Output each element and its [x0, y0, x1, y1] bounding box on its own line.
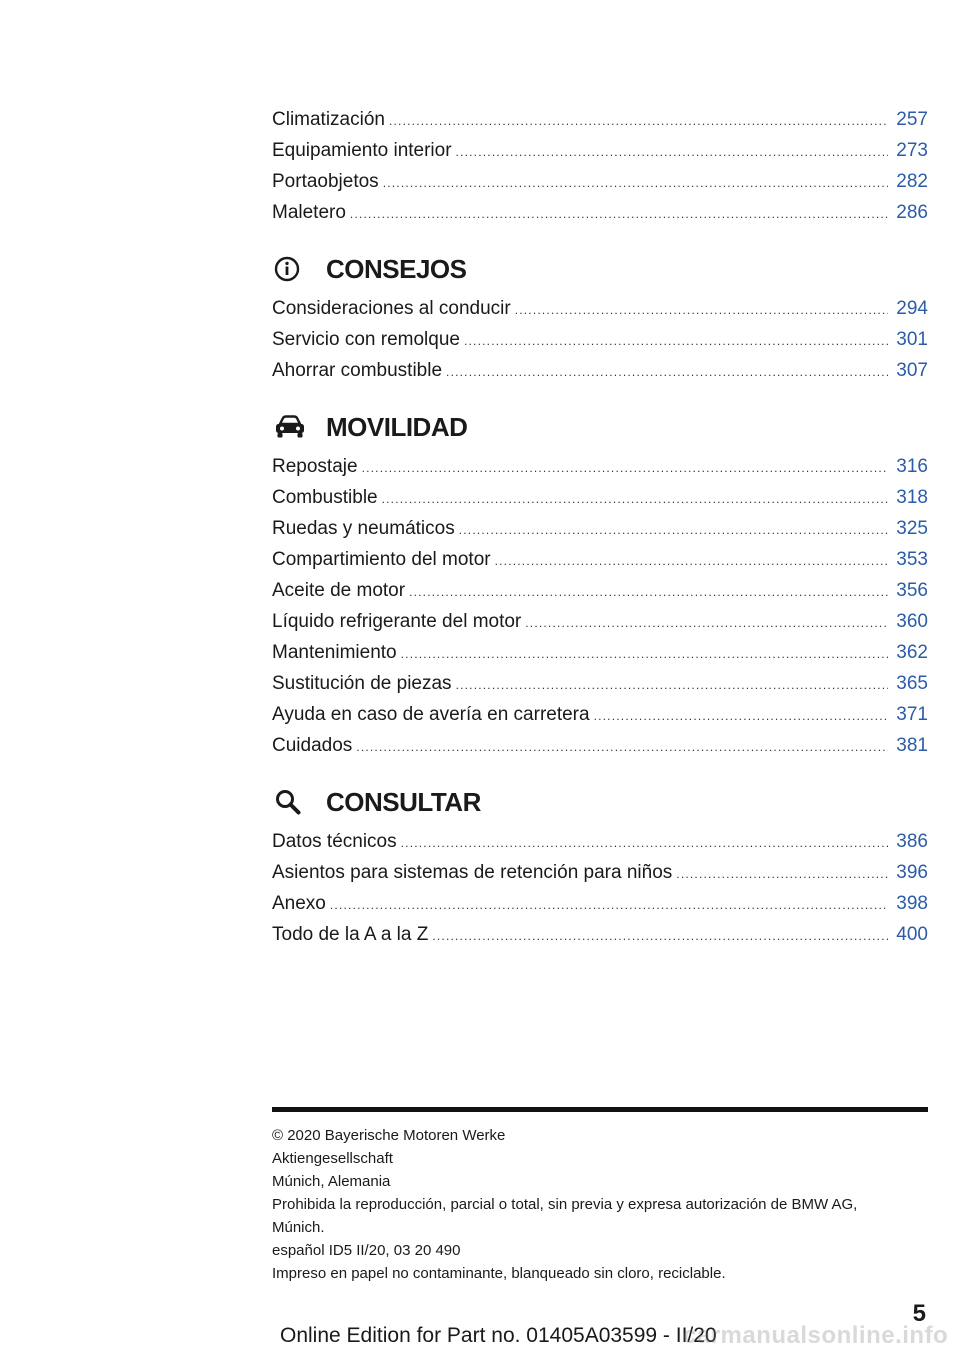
- toc-entry-label: Portaobjetos: [272, 171, 379, 192]
- toc-entry-label: Sustitución de piezas: [272, 673, 452, 694]
- dot-leader: [464, 326, 888, 357]
- toc-page-link[interactable]: 381: [896, 735, 928, 756]
- toc-entry-datos-tecnicos[interactable]: [272, 826, 928, 857]
- toc-entry-label: Cuidados: [272, 735, 353, 756]
- toc-page-link[interactable]: 398: [896, 893, 928, 914]
- dot-leader: [330, 890, 888, 921]
- toc-entry-ahorrar-combustible[interactable]: [272, 355, 928, 386]
- dot-leader: [356, 732, 888, 763]
- toc-page-link[interactable]: 396: [896, 862, 928, 883]
- toc-entry-label: Repostaje: [272, 456, 358, 477]
- toc-entry-ayuda-averia[interactable]: [272, 699, 928, 730]
- imprint-rights: Prohibida la reproducción, parcial o total, sin previa y expresa autorización de BMW AG, Múnich.: [272, 1196, 858, 1236]
- toc-page-link[interactable]: 273: [896, 140, 928, 161]
- dot-leader: [446, 357, 888, 388]
- online-edition-footer: Online Edition for Part no. 01405A03599 - II/20: [280, 1324, 717, 1347]
- car-front-icon: [274, 412, 314, 442]
- toc-entry-anexo[interactable]: [272, 888, 928, 919]
- toc-entry-label: Maletero: [272, 202, 346, 223]
- toc-page-link[interactable]: 307: [896, 360, 928, 381]
- section-title: MOVILIDAD: [326, 411, 468, 442]
- toc-page-link[interactable]: 316: [896, 456, 928, 477]
- section-header-consultar: [272, 783, 928, 821]
- dot-leader: [389, 106, 888, 137]
- toc-page-link[interactable]: 386: [896, 831, 928, 852]
- toc-page-link[interactable]: 400: [896, 924, 928, 945]
- toc-page-link[interactable]: 294: [896, 298, 928, 319]
- imprint-location: Múnich, Alemania: [272, 1173, 391, 1190]
- toc-entry-compartimiento-motor[interactable]: [272, 544, 928, 575]
- dot-leader: [362, 453, 888, 484]
- watermark: carmanualsonline.info: [683, 1322, 949, 1349]
- section-header-movilidad: [272, 408, 928, 446]
- toc-entry-label: Anexo: [272, 893, 326, 914]
- toc-entry-label: Ruedas y neumáticos: [272, 518, 455, 539]
- imprint-block: [272, 1124, 912, 1285]
- dot-leader: [456, 137, 888, 168]
- imprint-company: Aktiengesellschaft: [272, 1150, 393, 1167]
- toc-page-link[interactable]: 325: [896, 518, 928, 539]
- toc-entry-cuidados[interactable]: [272, 730, 928, 761]
- imprint-divider: [272, 1107, 928, 1112]
- dot-leader: [495, 546, 888, 577]
- dot-leader: [401, 828, 888, 859]
- toc-entry-label: Consideraciones al conducir: [272, 298, 511, 319]
- toc-page-link[interactable]: 257: [896, 109, 928, 130]
- toc-page-link[interactable]: 356: [896, 580, 928, 601]
- toc-entry-asientos-ninos[interactable]: [272, 857, 928, 888]
- toc-page-link[interactable]: 286: [896, 202, 928, 223]
- toc-entry-label: Equipamiento interior: [272, 140, 452, 161]
- toc-entry-maletero[interactable]: [272, 197, 928, 228]
- toc-entry-label: Servicio con remolque: [272, 329, 460, 350]
- toc-entry-label: Líquido refrigerante del motor: [272, 611, 522, 632]
- toc-page-link[interactable]: 362: [896, 642, 928, 663]
- imprint-paper: Impreso en papel no contaminante, blanqueado sin cloro, reciclable.: [272, 1265, 726, 1282]
- toc-entry-mantenimiento[interactable]: [272, 637, 928, 668]
- magnifier-icon: [274, 787, 314, 817]
- toc-entry-todo-a-z[interactable]: [272, 919, 928, 950]
- dot-leader: [401, 639, 888, 670]
- page-number: 5: [912, 1300, 926, 1327]
- toc-entry-combustible[interactable]: [272, 482, 928, 513]
- toc-entry-label: Datos técnicos: [272, 831, 397, 852]
- dot-leader: [459, 515, 888, 546]
- dot-leader: [676, 859, 888, 890]
- toc-page-link[interactable]: 371: [896, 704, 928, 725]
- dot-leader: [456, 670, 888, 701]
- dot-leader: [350, 199, 888, 230]
- toc-entry-equipamiento-interior[interactable]: [272, 135, 928, 166]
- toc-entry-label: Mantenimiento: [272, 642, 397, 663]
- toc-entry-label: Aceite de motor: [272, 580, 406, 601]
- toc-page-link[interactable]: 360: [896, 611, 928, 632]
- toc-entry-label: Combustible: [272, 487, 378, 508]
- toc-page-link[interactable]: 282: [896, 171, 928, 192]
- toc-page-link[interactable]: 318: [896, 487, 928, 508]
- dot-leader: [382, 484, 888, 515]
- toc-entry-sustitucion-piezas[interactable]: [272, 668, 928, 699]
- dot-leader: [383, 168, 888, 199]
- imprint-edition: español ID5 II/20, 03 20 490: [272, 1242, 461, 1259]
- toc-entry-label: Todo de la A a la Z: [272, 924, 429, 945]
- info-circle-icon: [274, 254, 314, 284]
- table-of-contents: [272, 104, 928, 950]
- toc-entry-aceite-motor[interactable]: [272, 575, 928, 606]
- toc-entry-label: Ayuda en caso de avería en carretera: [272, 704, 590, 725]
- toc-entry-climatizacion[interactable]: [272, 104, 928, 135]
- toc-entry-label: Climatización: [272, 109, 385, 130]
- toc-entry-ruedas[interactable]: [272, 513, 928, 544]
- toc-page-link[interactable]: 353: [896, 549, 928, 570]
- dot-leader: [515, 295, 888, 326]
- toc-entry-refrigerante[interactable]: [272, 606, 928, 637]
- toc-page-link[interactable]: 301: [896, 329, 928, 350]
- dot-leader: [432, 921, 888, 952]
- dot-leader: [409, 577, 888, 608]
- toc-entry-portaobjetos[interactable]: [272, 166, 928, 197]
- toc-entry-label: Compartimiento del motor: [272, 549, 491, 570]
- toc-entry-repostaje[interactable]: [272, 451, 928, 482]
- section-header-consejos: [272, 250, 928, 288]
- toc-page-link[interactable]: 365: [896, 673, 928, 694]
- dot-leader: [525, 608, 888, 639]
- section-title: CONSEJOS: [326, 253, 467, 284]
- dot-leader: [594, 701, 888, 732]
- toc-entry-consideraciones[interactable]: [272, 293, 928, 324]
- toc-entry-remolque[interactable]: [272, 324, 928, 355]
- toc-entry-label: Ahorrar combustible: [272, 360, 443, 381]
- toc-entry-label: Asientos para sistemas de retención para niños: [272, 862, 673, 883]
- imprint-copyright: © 2020 Bayerische Motoren Werke: [272, 1127, 506, 1144]
- section-title: CONSULTAR: [326, 786, 481, 817]
